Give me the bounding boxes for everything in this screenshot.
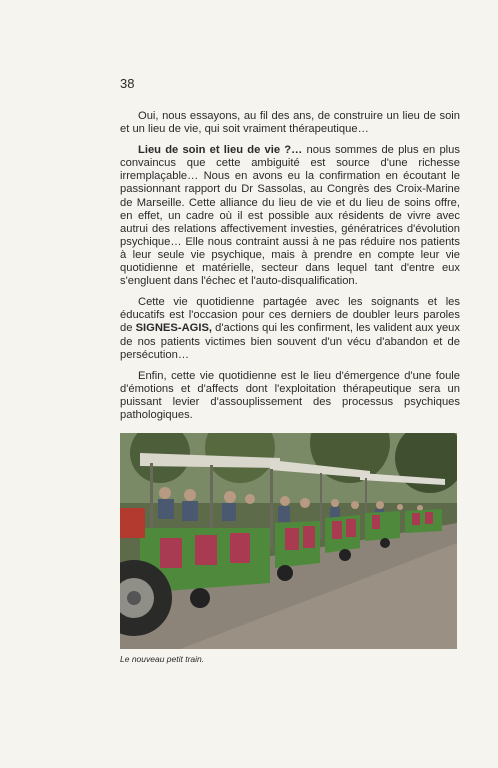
paragraph-2 [120, 144, 460, 288]
photo-caption: Le nouveau petit train. [120, 654, 205, 664]
paragraph-2-bold-lead: Lieu de soin et lieu de vie ?… [138, 144, 303, 157]
paragraph-4 [120, 370, 460, 422]
signes-agis-bold: SIGNES-AGIS, [135, 322, 213, 335]
page-number: 38 [120, 76, 135, 91]
train-photo-image [120, 433, 457, 649]
paragraph-2-text: nous sommes de plus en plus convaincus que cette ambiguité est source d'une richesse irremplaçable… Nous en avons eu la confirmation en écoutant le passionnant rapport du Dr Sassolas, au Congrès des Croix-Marine de Marseille. Cette alliance du lieu de vie et du lieu de soins offre, en effet, un cadre où il est possible aux résidents de vivre avec autrui des relations affectivement investies, génératrices d'évolution psychique… Elle nous contraint aussi à ne pas réduire nos patients à leur seule vie psychique, mais à prendre en compte leur vie quotidienne et matérielle, secteur dans lequel tant d'entre eux s'engluent dans l'échec et l'auto-disqualification. [120, 144, 460, 288]
paragraph-4-text: Enfin, cette vie quotidienne est le lieu d'émergence d'une foule d'émotions et d'affects dont l'exploitation thérapeutique sera un puissant levier d'assouplissement des processus psychiques pathologiques. [120, 369, 460, 421]
paragraph-3-text-before: Cette vie quotidienne partagée avec les soignants et les éducatifs est l'occasion pour ces derniers de doubler leurs paroles de [120, 296, 460, 335]
body-text [120, 110, 460, 430]
train-photo [120, 433, 457, 649]
paragraph-3 [120, 296, 460, 361]
paragraph-1-text: Oui, nous essayons, au fil des ans, de construire un lieu de soin et un lieu de vie, qui soit vraiment thérapeutique… [120, 110, 460, 136]
paragraph-3-text-after: d'actions qui les confirment, les valident aux yeux de nos patients victimes bien souvent d'un vécu d'abandon et de persécution… [120, 322, 460, 361]
paragraph-1 [120, 110, 460, 136]
